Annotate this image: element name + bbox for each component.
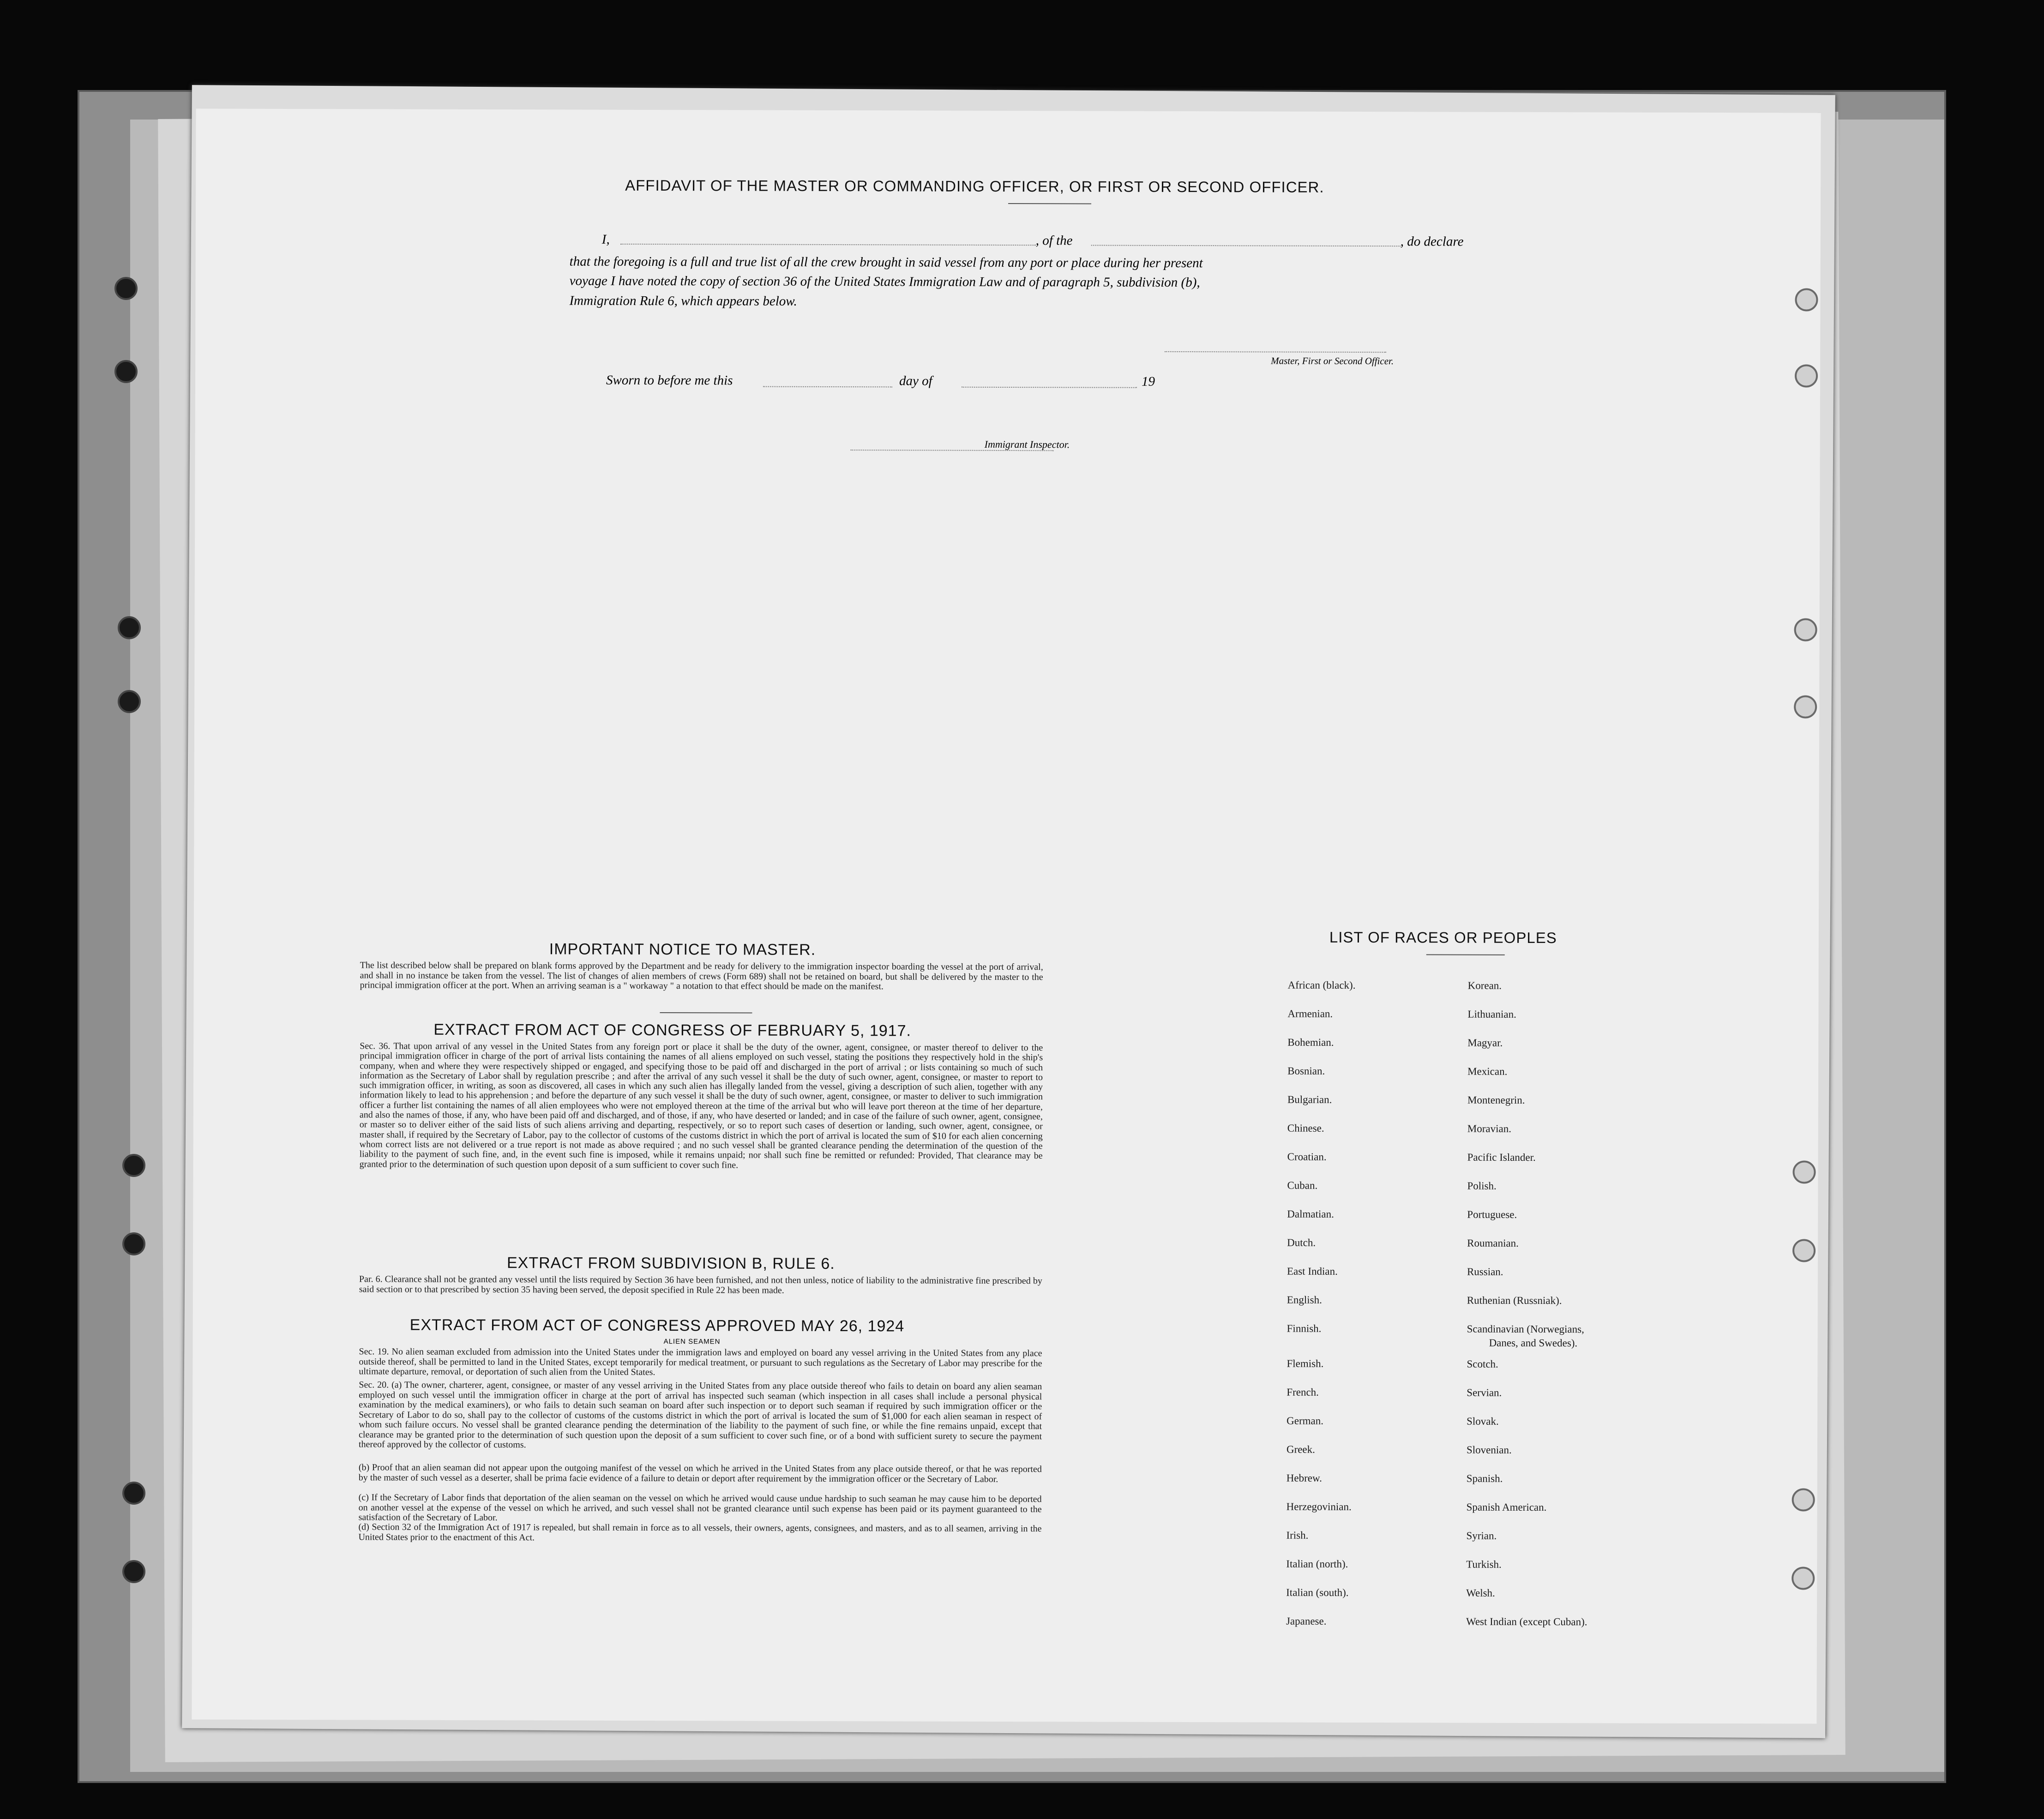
page-hole: [1792, 1488, 1815, 1511]
sec20b-text: (b) Proof that an alien seaman did not appear upon the outgoing manifest of the vessel on which he arrived in the United States from any place outside thereof, or that he was reported by the master of such vessel as a deserter, shall be prima facie evidence of a failure to detain or deport after requirement by the immigration officer or the Secretary of Labor.: [358, 1462, 1042, 1484]
sec19-text: Sec. 19. No alien seaman excluded from admission into the United States under the immigration laws and employed on board any vessel arriving in the United States from any place outside thereof, shall be permitted to land in the United States, except temporarily for medical treatment, or pursuant to such regulations as the Secretary of Labor may prescribe for the ultimate departure, removal, or deportation of such alien from the United States.: [359, 1346, 1042, 1378]
race-item: Scotch.: [1467, 1358, 1498, 1370]
race-item: East Indian.: [1287, 1265, 1338, 1277]
race-item: Herzegovinian.: [1286, 1501, 1352, 1513]
page-hole: [1795, 364, 1818, 387]
binder-hole: [122, 1560, 145, 1583]
race-item: Servian.: [1467, 1387, 1502, 1399]
race-item: Japanese.: [1286, 1615, 1327, 1627]
race-item: Bosnian.: [1287, 1065, 1325, 1077]
sworn-label: Sworn to before me this: [606, 372, 733, 388]
race-item: Montenegrin.: [1467, 1094, 1525, 1106]
race-item: Bulgarian.: [1287, 1093, 1332, 1105]
notice-title: IMPORTANT NOTICE TO MASTER.: [549, 940, 816, 959]
race-item: Italian (south).: [1286, 1586, 1349, 1598]
race-item: Irish.: [1286, 1529, 1309, 1541]
race-item: German.: [1287, 1415, 1324, 1427]
extract-1917-title: EXTRACT FROM ACT OF CONGRESS OF FEBRUARY 5, 1917.: [433, 1021, 912, 1040]
race-item: Armenian.: [1287, 1008, 1333, 1020]
race-item: Lithuanian.: [1467, 1008, 1516, 1020]
affidavit-title: AFFIDAVIT OF THE MASTER OR COMMANDING OFFICER, OR FIRST OR SECOND OFFICER.: [625, 176, 1324, 196]
page-hole: [1792, 1567, 1815, 1590]
sec20d-text: (d) Section 32 of the Immigration Act of 1917 is repealed, but shall remain in force as to all vessels, their owners, agents, consignees, and masters, and as to all seamen, arriving in the United States prior to the enactment of this Act.: [358, 1522, 1042, 1543]
sec20c-text: (c) If the Secretary of Labor finds that deportation of the alien seaman on the vessel on which he arrived would cause undue hardship to such seaman he may cause him to be deported on another vessel at the expense of the vessel on which he arrived, and such vessel shall not be granted clearance until such expense has been paid or its payment guaranteed to the satisfaction of the Secretary of Labor.: [358, 1492, 1042, 1523]
race-item: Danes, and Swedes).: [1489, 1337, 1578, 1349]
master-signature-blank: [1165, 351, 1386, 353]
race-item: Korean.: [1467, 979, 1502, 991]
race-item: Italian (north).: [1286, 1558, 1348, 1570]
binder-hole: [122, 1482, 145, 1505]
race-item: Roumanian.: [1467, 1237, 1519, 1249]
extract-1924-title: EXTRACT FROM ACT OF CONGRESS APPROVED MAY 26, 1924: [409, 1316, 905, 1335]
page-hole: [1792, 1239, 1816, 1262]
race-item: Ruthenian (Russniak).: [1467, 1294, 1562, 1307]
sworn-day-blank: [763, 386, 892, 388]
race-item: Slovenian.: [1466, 1444, 1512, 1456]
divider: [1008, 203, 1091, 204]
extract-1917-text: Sec. 36. That upon arrival of any vessel in the United States from any foreign port or place it shall be the duty of the owner, agent, consignee, or master thereof to deliver to the principal immigration officer in charge of the port of arrival lists containing the names of all aliens employed on such vessel, stating the positions they respectively hold in the ship's company, when and where they were respectively shipped or engaged, and specifying those to be paid off and discharged in the port of arrival ; or lists containing so much of such information as the Secretary of Labor shall by regulation prescribe ; and after the arrival of any such vessel it shall be the duty of such owner, agent, consignee, or master to report to such immigration officer, in writing, as soon as discovered, all cases in which any such alien has illegally landed from the vessel, giving a description of such alien, together with any information likely to lead to his apprehension ; and before the departure of any such vessel it shall be the duty of such owner, agent, consignee, or master to deliver to such immigration officer a further list containing the names of all alien employees who were not employed thereon at the time of the arrival but who will leave port thereon at the time of her departure, and also the names of those, if any, who have been paid off and discharged, and of those, if any, who have deserted or landed; and in case of the failure of such owner, agent, consignee, or master so to deliver either of the said lists of such aliens arriving and departing, respectively, or so to report such cases of desertion or landing, such owner, agent, consignee, or master shall, if required by the Secretary of Labor, pay to the collector of customs of the customs district in which the port of arrival is located the sum of $10 for each alien concerning whom correct lists are not delivered or a true report is not made as above required ; and no such vessel shall be granted clearance pending the determination of the question of the liability to the payment of such fine, and, in the event such fine is imposed, while it remains unpaid; nor shall such fine be remitted or refunded: Provided, That clearance may be granted prior to the determination of such question upon deposit of a sum sufficient to cover such fine.: [359, 1041, 1043, 1171]
race-item: Hebrew.: [1286, 1472, 1322, 1484]
affidavit-do-declare: , do declare: [1400, 234, 1464, 249]
vessel-name-blank: [1091, 245, 1401, 246]
year-label: 19: [1141, 374, 1155, 389]
binder-hole: [118, 690, 141, 713]
binder-hole: [122, 1232, 145, 1255]
affidavit-line-2: that the foregoing is a full and true list of all the crew brought in said vessel from any port or place during her present: [569, 254, 1203, 271]
race-item: Bohemian.: [1287, 1036, 1334, 1048]
race-item: Pacific Islander.: [1467, 1151, 1536, 1164]
race-item: Greek.: [1286, 1443, 1315, 1455]
race-item: English.: [1287, 1294, 1322, 1306]
race-item: Spanish.: [1466, 1472, 1503, 1484]
page-hole: [1792, 1160, 1816, 1183]
race-item: Spanish American.: [1466, 1501, 1547, 1513]
sec20a-text: Sec. 20. (a) The owner, charterer, agent, consignee, or master of any vessel arriving in the United States from any place outside thereof who fails to detain on board any alien seaman employed on such vessel until the immigration officer in charge at the port of arrival has inspected such seaman (which inspection in all cases shall include a personal physical examination by the medical examiners), or who fails to detain such seaman on board after such inspection or to deport such seaman if required by such immigration officer or the Secretary of Labor to do so, shall pay to the collector of customs of the customs district in which the port of arrival is located the sum of $1,000 for each alien seaman in respect of whom such failure occurs. No vessel shall be granted clearance pending the determination of the liability to the payment of such fine, or while the fine remains unpaid, except that clearance may be granted prior to the determination of such question upon the deposit of a sum sufficient to cover such fine, or of a bond with sufficient surety to secure the payment thereof approved by the collector of customs.: [358, 1380, 1042, 1450]
rule6-text: Par. 6. Clearance shall not be granted any vessel until the lists required by Section 36 have been furnished, and not then unless, notice of liability to the administrative fine prescribed by said section or to that prescribed by section 35 having been served, the deposit specified in Rule 22 has been made.: [359, 1274, 1042, 1296]
page-hole: [1795, 288, 1818, 311]
race-item: Croatian.: [1287, 1151, 1327, 1163]
binder-hole: [118, 616, 141, 639]
race-item: African (black).: [1287, 979, 1356, 991]
alien-seamen-subtitle: ALIEN SEAMEN: [663, 1338, 721, 1346]
race-item: Finnish.: [1287, 1322, 1322, 1334]
race-item: Flemish.: [1287, 1357, 1324, 1369]
race-item: Chinese.: [1287, 1122, 1324, 1134]
race-item: Mexican.: [1467, 1065, 1508, 1077]
affidavit-i: I,: [601, 232, 610, 247]
race-item: Syrian.: [1466, 1530, 1497, 1542]
race-item: French.: [1287, 1386, 1319, 1398]
race-item: Turkish.: [1466, 1558, 1502, 1570]
race-item: Slovak.: [1467, 1415, 1499, 1427]
race-item: Cuban.: [1287, 1179, 1318, 1191]
binder-hole: [114, 360, 138, 383]
day-of-label: day of: [899, 373, 932, 389]
affidavit-line-4: Immigration Rule 6, which appears below.: [569, 293, 797, 309]
race-item: Polish.: [1467, 1180, 1497, 1192]
binder-hole: [122, 1154, 145, 1177]
affidavit-of-the: , of the: [1035, 233, 1073, 248]
race-item: Portuguese.: [1467, 1208, 1517, 1220]
affidavit-line-3: voyage I have noted the copy of section 36 of the United States Immigration Law and of paragraph 5, subdivision (b),: [569, 273, 1200, 290]
races-title: LIST OF RACES OR PEOPLES: [1329, 928, 1557, 947]
race-item: Russian.: [1467, 1266, 1503, 1278]
race-item: Dutch.: [1287, 1237, 1316, 1249]
sworn-month-blank: [962, 387, 1137, 388]
inspector-label: Immigrant Inspector.: [984, 438, 1070, 450]
master-name-blank: [620, 244, 1036, 246]
divider: [1426, 954, 1505, 955]
page-hole: [1794, 695, 1817, 718]
rule6-title: EXTRACT FROM SUBDIVISION B, RULE 6.: [506, 1254, 835, 1273]
notice-text: The list described below shall be prepared on blank forms approved by the Department and be ready for delivery to the immigration inspector boarding the vessel at the port of arrival, and shall in no instance be taken from the vessel. The list of changes of alien members of crews (Form 689) shall not be retained on board, but shall be delivered by the master to the principal immigration officer at the port. When an arriving seaman is a " workaway " a notation to that effect should be made on the manifest.: [360, 960, 1043, 992]
page-hole: [1794, 618, 1817, 641]
race-item: Moravian.: [1467, 1123, 1512, 1135]
divider: [660, 1012, 752, 1014]
manifest-page: [192, 108, 1821, 1723]
race-item: Welsh.: [1466, 1587, 1495, 1599]
race-item: West Indian (except Cuban).: [1466, 1615, 1587, 1628]
race-item: Magyar.: [1467, 1037, 1503, 1049]
race-item: Scandinavian (Norwegians,: [1467, 1323, 1584, 1335]
master-signature-label: Master, First or Second Officer.: [1271, 355, 1394, 367]
race-item: Dalmatian.: [1287, 1208, 1334, 1220]
binder-hole: [114, 277, 138, 300]
